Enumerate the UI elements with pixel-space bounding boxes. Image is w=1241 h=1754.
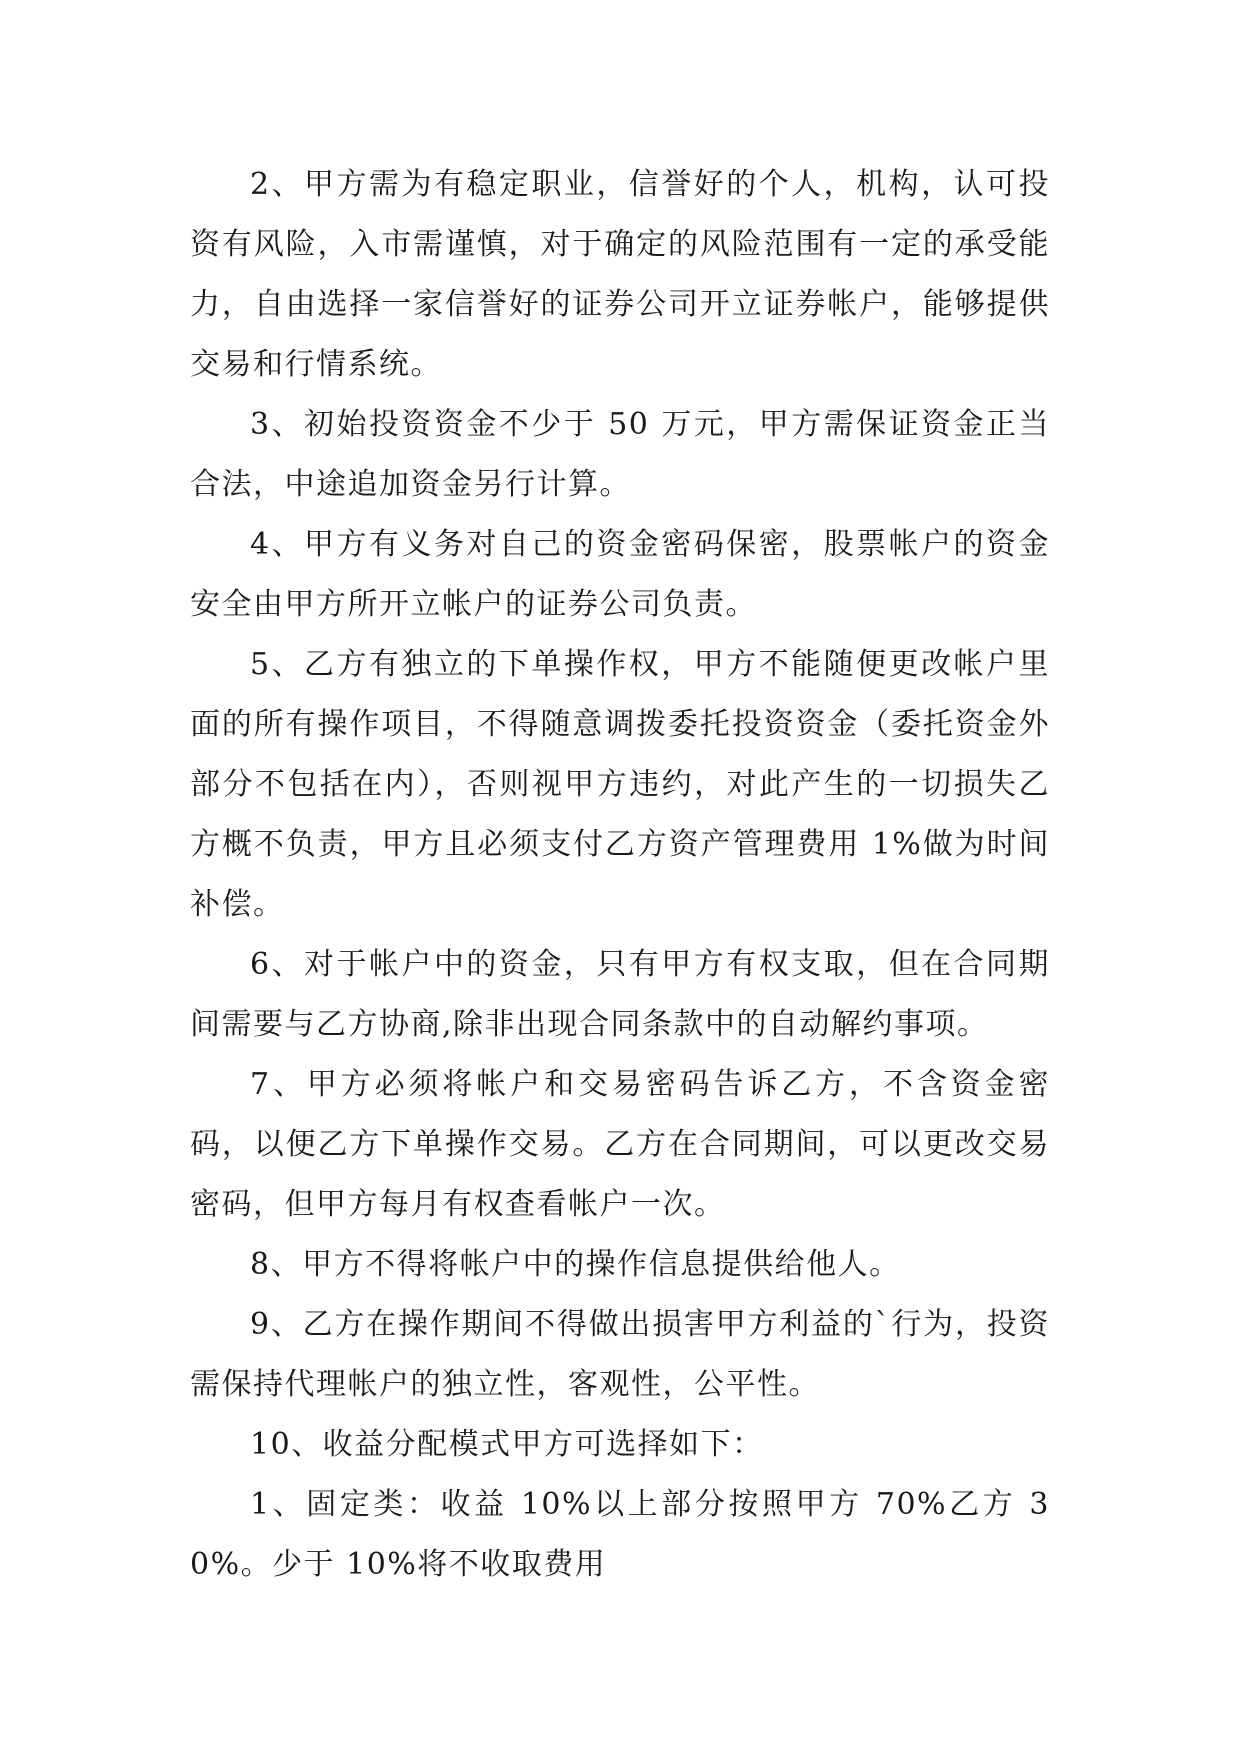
clause-9-paragraph: 9、乙方在操作期间不得做出损害甲方利益的`行为，投资需保持代理帐户的独立性，客观性，公平性。 — [190, 1307, 1050, 1402]
clause-7-paragraph: 7、甲方必须将帐户和交易密码告诉乙方，不含资金密码，以便乙方下单操作交易。乙方在合同期间，可以更改交易密码，但甲方每月有权查看帐户一次。 — [190, 1067, 1050, 1222]
sub-item-1-paragraph: 1、固定类：收益 10%以上部分按照甲方 70%乙方 30%。少于 10%将不收取费用 — [190, 1487, 1050, 1582]
clause-4-paragraph: 4、甲方有义务对自己的资金密码保密，股票帐户的资金安全由甲方所开立帐户的证券公司负责。 — [190, 527, 1050, 622]
clause-5-paragraph: 5、乙方有独立的下单操作权，甲方不能随便更改帐户里面的所有操作项目，不得随意调拨委托投资资金（委托资金外部分不包括在内），否则视甲方违约，对此产生的一切损失乙方概不负责，甲方且必须支付乙方资产管理费用 1%做为时间补偿。 — [190, 647, 1050, 922]
clause-8-paragraph: 8、甲方不得将帐户中的操作信息提供给他人。 — [250, 1247, 901, 1282]
clause-6-paragraph: 6、对于帐户中的资金，只有甲方有权支取，但在合同期间需要与乙方协商,除非出现合同条款中的自动解约事项。 — [190, 947, 1050, 1042]
clause-10-paragraph: 10、收益分配模式甲方可选择如下： — [250, 1427, 764, 1462]
clause-3-paragraph: 3、初始投资资金不少于 50 万元，甲方需保证资金正当合法，中途追加资金另行计算。 — [190, 407, 1050, 502]
clause-2-paragraph: 2、甲方需为有稳定职业，信誉好的个人，机构，认可投资有风险，入市需谨慎，对于确定的风险范围有一定的承受能力，自由选择一家信誉好的证券公司开立证券帐户，能够提供交易和行情系统。 — [190, 167, 1050, 382]
document-page — [190, 155, 1050, 1595]
